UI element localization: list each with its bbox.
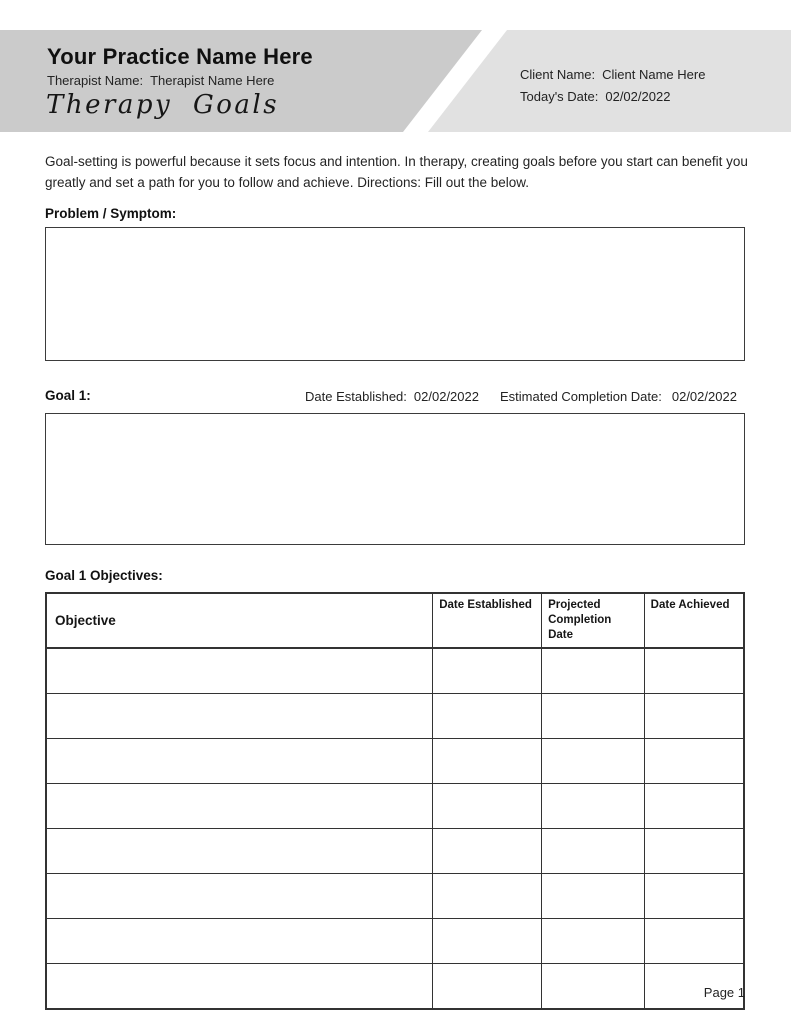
- goal-label: Goal 1:: [45, 388, 91, 403]
- projected-completion-cell[interactable]: [542, 828, 645, 873]
- date-achieved-cell[interactable]: [644, 828, 744, 873]
- estimated-completion-value: 02/02/2022: [671, 389, 737, 404]
- objective-cell[interactable]: [46, 783, 433, 828]
- column-header-projected-completion-date: Projected Completion Date: [542, 593, 645, 648]
- objective-cell[interactable]: [46, 648, 433, 694]
- objective-row: [46, 648, 744, 694]
- projected-completion-cell[interactable]: [542, 693, 645, 738]
- goal-header-row: [0, 388, 791, 406]
- date-achieved-cell[interactable]: [644, 738, 744, 783]
- date-established-cell[interactable]: [433, 783, 542, 828]
- objective-cell[interactable]: [46, 828, 433, 873]
- objective-row: [46, 828, 744, 873]
- objective-row: [46, 783, 744, 828]
- objective-row: [46, 918, 744, 963]
- date-achieved-cell[interactable]: [644, 783, 744, 828]
- estimated-completion-label: Estimated Completion Date:: [500, 389, 662, 404]
- date-established-cell[interactable]: [433, 873, 542, 918]
- objective-row: [46, 873, 744, 918]
- projected-completion-cell[interactable]: [542, 738, 645, 783]
- therapist-name-label: Therapist Name:: [47, 73, 144, 88]
- client-name-value: Client Name Here: [602, 67, 706, 82]
- estimated-completion-pair: [500, 389, 737, 404]
- objective-row: [46, 738, 744, 783]
- objectives-table-body: [46, 648, 744, 1009]
- date-established-cell[interactable]: [433, 963, 542, 1009]
- objectives-table-header: [46, 593, 744, 648]
- column-header-date-achieved: Date Achieved: [644, 593, 744, 648]
- practice-name: Your Practice Name Here: [47, 44, 313, 69]
- projected-completion-cell[interactable]: [542, 648, 645, 694]
- todays-date-value: 02/02/2022: [605, 89, 671, 104]
- objective-cell[interactable]: [46, 963, 433, 1009]
- form-title: Therapy Goals: [46, 90, 280, 120]
- date-established-cell[interactable]: [433, 693, 542, 738]
- column-header-objective: Objective: [46, 593, 433, 648]
- objective-cell[interactable]: [46, 918, 433, 963]
- date-established-cell[interactable]: [433, 648, 542, 694]
- column-header-date-established: Date Established: [433, 593, 542, 648]
- date-achieved-cell[interactable]: [644, 648, 744, 694]
- date-established-cell[interactable]: [433, 918, 542, 963]
- therapist-name-value: Therapist Name Here: [150, 73, 275, 88]
- date-established-cell[interactable]: [433, 738, 542, 783]
- date-established-pair: [305, 389, 479, 404]
- date-achieved-cell[interactable]: [644, 918, 744, 963]
- therapist-name-line: [47, 73, 274, 88]
- client-name-line: [520, 67, 705, 82]
- projected-completion-cell[interactable]: [542, 918, 645, 963]
- objective-cell[interactable]: [46, 738, 433, 783]
- goal-input-box[interactable]: [45, 413, 745, 545]
- objective-row: [46, 693, 744, 738]
- projected-completion-cell[interactable]: [542, 963, 645, 1009]
- projected-completion-cell[interactable]: [542, 873, 645, 918]
- date-achieved-cell[interactable]: [644, 693, 744, 738]
- projected-completion-cell[interactable]: [542, 783, 645, 828]
- todays-date-label: Today's Date:: [520, 89, 599, 104]
- page-number: Page 1: [703, 985, 745, 1000]
- goal-objectives-label: Goal 1 Objectives:: [45, 568, 163, 583]
- date-established-value: 02/02/2022: [413, 389, 479, 404]
- problem-symptom-input-box[interactable]: [45, 227, 745, 361]
- header-row: [46, 593, 744, 648]
- date-achieved-cell[interactable]: [644, 873, 744, 918]
- objective-cell[interactable]: [46, 693, 433, 738]
- date-established-cell[interactable]: [433, 828, 542, 873]
- client-name-label: Client Name:: [520, 67, 596, 82]
- objective-row: [46, 963, 744, 1009]
- todays-date-line: [520, 89, 670, 104]
- objectives-table: [45, 592, 745, 1010]
- problem-symptom-label: Problem / Symptom:: [45, 206, 177, 221]
- date-established-label: Date Established:: [305, 389, 407, 404]
- intro-text: Goal-setting is powerful because it sets focus and intention. In therapy, creating goals before you start can benefit you greatly and set a path for you to follow and achieve. Directions: Fill out the below.: [45, 154, 748, 190]
- objective-cell[interactable]: [46, 873, 433, 918]
